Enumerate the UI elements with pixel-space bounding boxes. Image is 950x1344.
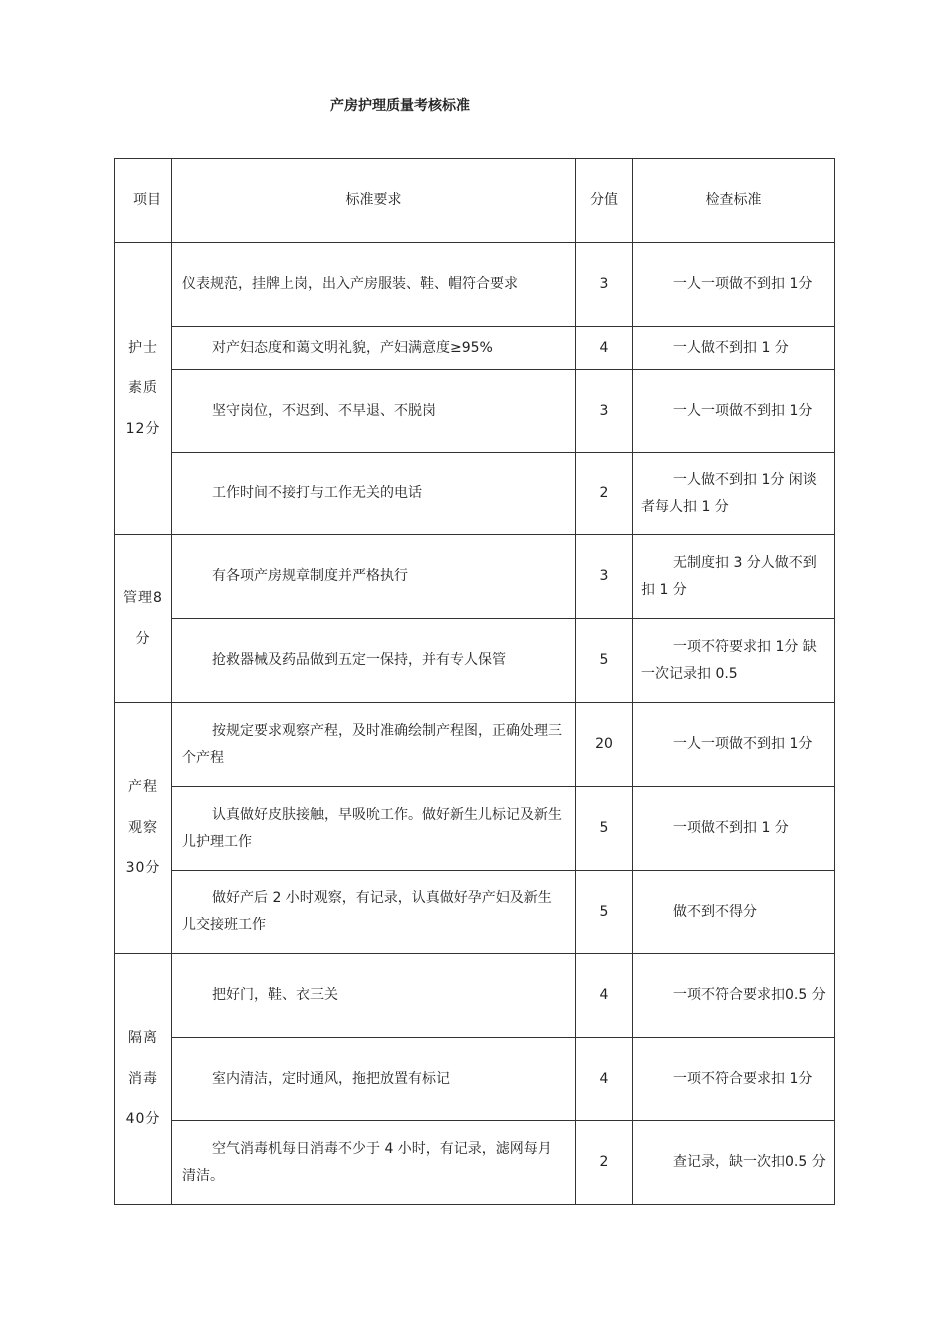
table-row [115, 453, 835, 535]
header-check: 检查标准 [633, 159, 835, 243]
requirement-cell: 有各项产房规章制度并严格执行 [172, 535, 576, 619]
document-title: 产房护理质量考核标准 [330, 98, 470, 114]
check-cell: 无制度扣 3 分人做不到扣 1 分 [633, 535, 835, 619]
requirement-cell: 按规定要求观察产程，及时准确绘制产程图，正确处理三个产程 [172, 703, 576, 787]
table-row [115, 703, 835, 787]
requirement-cell: 对产妇态度和蔼文明礼貌，产妇满意度≥95% [172, 327, 576, 370]
check-cell: 查记录，缺一次扣0.5 分 [633, 1121, 835, 1205]
table-row [115, 1038, 835, 1121]
check-cell: 一人做不到扣 1分 闲谈者每人扣 1 分 [633, 453, 835, 535]
score-cell: 5 [576, 871, 633, 954]
score-cell: 3 [576, 243, 633, 327]
check-cell: 一项不符合要求扣0.5 分 [633, 954, 835, 1038]
requirement-cell: 室内清洁，定时通风，拖把放置有标记 [172, 1038, 576, 1121]
score-cell: 4 [576, 1038, 633, 1121]
score-cell: 4 [576, 327, 633, 370]
table-row [115, 327, 835, 370]
header-score: 分值 [576, 159, 633, 243]
requirement-cell: 抢救器械及药品做到五定一保持，并有专人保管 [172, 619, 576, 703]
requirement-cell: 认真做好皮肤接触，早吸吮工作。做好新生儿标记及新生儿护理工作 [172, 787, 576, 871]
requirement-cell: 工作时间不接打与工作无关的电话 [172, 453, 576, 535]
check-cell: 一项不符合要求扣 1分 [633, 1038, 835, 1121]
requirement-cell: 空气消毒机每日消毒不少于 4 小时，有记录，滤网每月清洁。 [172, 1121, 576, 1205]
table-row [115, 370, 835, 453]
score-cell: 5 [576, 619, 633, 703]
score-cell: 4 [576, 954, 633, 1038]
category-cell: 隔离消毒40分 [115, 954, 172, 1205]
check-cell: 一人一项做不到扣 1分 [633, 370, 835, 453]
table-row [115, 1121, 835, 1205]
score-cell: 3 [576, 370, 633, 453]
table-row [115, 619, 835, 703]
requirement-cell: 仪表规范，挂牌上岗，出入产房服装、鞋、帽符合要求 [172, 243, 576, 327]
assessment-table [114, 158, 835, 1205]
score-cell: 2 [576, 1121, 633, 1205]
check-cell: 一项不符要求扣 1分 缺一次记录扣 0.5 [633, 619, 835, 703]
header-item: 项目 [115, 159, 172, 243]
requirement-cell: 做好产后 2 小时观察，有记录，认真做好孕产妇及新生儿交接班工作 [172, 871, 576, 954]
score-cell: 5 [576, 787, 633, 871]
check-cell: 一人一项做不到扣 1分 [633, 243, 835, 327]
table-row [115, 243, 835, 327]
category-cell: 产程观察30分 [115, 703, 172, 954]
header-row [115, 159, 835, 243]
table-row [115, 954, 835, 1038]
score-cell: 2 [576, 453, 633, 535]
score-cell: 20 [576, 703, 633, 787]
check-cell: 做不到不得分 [633, 871, 835, 954]
check-cell: 一项做不到扣 1 分 [633, 787, 835, 871]
header-standard: 标准要求 [172, 159, 576, 243]
category-cell: 护士素质12分 [115, 243, 172, 535]
category-cell: 管理8分 [115, 535, 172, 703]
table-row [115, 535, 835, 619]
requirement-cell: 坚守岗位，不迟到、不早退、不脱岗 [172, 370, 576, 453]
score-cell: 3 [576, 535, 633, 619]
requirement-cell: 把好门，鞋、衣三关 [172, 954, 576, 1038]
table-row [115, 787, 835, 871]
check-cell: 一人一项做不到扣 1分 [633, 703, 835, 787]
table-row [115, 871, 835, 954]
check-cell: 一人做不到扣 1 分 [633, 327, 835, 370]
